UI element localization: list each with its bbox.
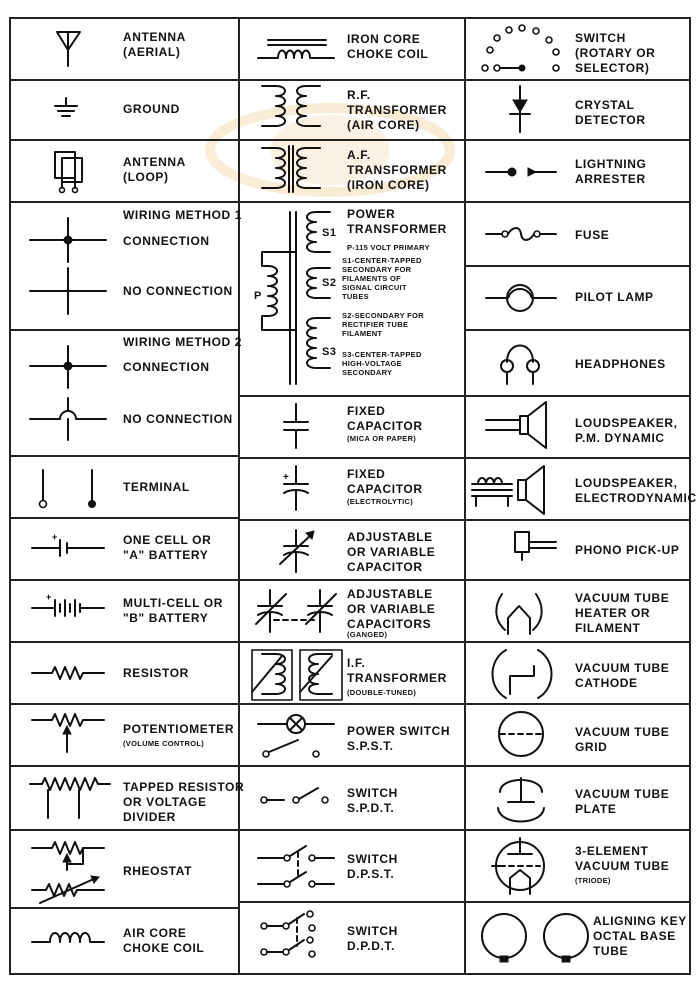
label-adjustable-capacitors: ADJUSTABLE OR VARIABLE CAPACITORS	[347, 587, 436, 631]
ground-symbol	[55, 98, 77, 116]
note-if-transformer: (DOUBLE-TUNED)	[347, 688, 417, 697]
wiring2-no-connection-symbol	[30, 398, 106, 440]
note-adjustable-capacitors: (GANGED)	[347, 630, 388, 639]
label-wiring1-no-connection: NO CONNECTION	[123, 284, 233, 298]
antenna-aerial-symbol	[57, 32, 80, 66]
switch-rotary-symbol	[482, 25, 559, 71]
label-resistor: RESISTOR	[123, 666, 189, 680]
label-tapped-resistor: TAPPED RESISTOR OR VOLTAGE DIVIDER	[123, 780, 245, 824]
note-pt-s1: S1-CENTER-TAPPED SECONDARY FOR FILAMENTS OF SIGNAL CIRCUIT TUBES	[342, 256, 422, 301]
label-loudspeaker-electro: LOUDSPEAKER, ELECTRODYNAMIC	[575, 476, 697, 505]
note-pt-s2: S2-SECONDARY FOR RECTIFIER TUBE FILAMENT	[342, 311, 424, 338]
label-wiring2-connection: CONNECTION	[123, 360, 210, 374]
label-octal-tube: ALIGNING KEY OCTAL BASE TUBE	[593, 914, 687, 958]
label-headphones: HEADPHONES	[575, 357, 666, 371]
note-pt-s3: S3-CENTER-TAPPED HIGH-VOLTAGE SECONDARY	[342, 350, 422, 377]
note-triode: (TRIODE)	[575, 876, 611, 885]
label-rheostat: RHEOSTAT	[123, 864, 193, 878]
vt-plate-symbol	[498, 778, 544, 822]
phono-pickup-symbol	[515, 532, 556, 560]
label-adjustable-capacitor: ADJUSTABLE OR VARIABLE CAPACITOR	[347, 530, 436, 574]
note-fixed-capacitor-mica: (MICA OR PAPER)	[347, 434, 417, 443]
triode-symbol	[492, 838, 544, 894]
label-potentiometer: POTENTIOMETER	[123, 722, 235, 736]
adjustable-capacitor-symbol	[280, 530, 314, 572]
pilot-lamp-symbol	[486, 285, 556, 311]
label-vt-grid: VACUUM TUBE GRID	[575, 725, 670, 754]
note-fixed-capacitor-electrolytic: (ELECTROLYTIC)	[347, 497, 414, 506]
label-loudspeaker-pm: LOUDSPEAKER, P.M. DYNAMIC	[575, 416, 678, 445]
label-switch-spdt: SWITCH S.P.D.T.	[347, 786, 398, 815]
svg-text:+: +	[283, 472, 289, 483]
label-lightning-arrester: LIGHTNING ARRESTER	[575, 157, 647, 186]
label-vt-heater: VACUUM TUBE HEATER OR FILAMENT	[575, 591, 670, 635]
power-switch-spst-symbol	[258, 715, 334, 757]
label-crystal-detector: CRYSTAL DETECTOR	[575, 98, 646, 127]
label-triode: 3-ELEMENT VACUUM TUBE	[575, 844, 670, 873]
air-core-choke-symbol	[32, 933, 104, 942]
rheostat-symbol-2	[32, 876, 104, 903]
label-switch-dpdt: SWITCH D.P.D.T.	[347, 924, 398, 953]
label-power-transformer: POWER TRANSFORMER	[347, 207, 447, 236]
wiring1-no-connection-symbol	[30, 268, 106, 314]
label-af-transformer: A.F. TRANSFORMER (IRON CORE)	[347, 148, 447, 192]
adjustable-capacitors-ganged-symbol	[256, 590, 336, 632]
label-wiring1-title: WIRING METHOD 1	[123, 208, 242, 222]
svg-text:+: +	[52, 532, 58, 542]
wiring1-connection-symbol	[30, 218, 106, 262]
vt-cathode-symbol	[493, 650, 552, 698]
switch-dpst-symbol	[258, 846, 334, 887]
crystal-detector-symbol	[510, 86, 530, 132]
label-pt-s3: S3	[322, 346, 337, 358]
switch-dpdt-symbol	[261, 911, 315, 957]
lightning-arrester-symbol	[486, 168, 556, 176]
svg-text:+: +	[46, 592, 52, 602]
label-pt-p: P	[254, 290, 262, 302]
headphones-symbol	[501, 346, 539, 385]
label-iron-core-choke: IRON CORE CHOKE COIL	[347, 32, 429, 61]
label-if-transformer: I.F. TRANSFORMER	[347, 656, 447, 685]
label-pt-s2: S2	[322, 277, 337, 289]
label-vt-plate: VACUUM TUBE PLATE	[575, 787, 670, 816]
label-multi-cell-battery: MULTI-CELL OR "B" BATTERY	[123, 596, 224, 625]
label-wiring1-connection: CONNECTION	[123, 234, 210, 248]
rheostat-symbol-1	[32, 842, 104, 870]
label-fixed-capacitor-mica: FIXED CAPACITOR	[347, 404, 423, 433]
label-vt-cathode: VACUUM TUBE CATHODE	[575, 661, 670, 690]
label-fuse: FUSE	[575, 228, 610, 242]
terminal-symbol	[40, 470, 96, 508]
label-terminal: TERMINAL	[123, 480, 190, 494]
resistor-symbol	[32, 667, 104, 679]
label-one-cell-battery: ONE CELL OR "A" BATTERY	[123, 533, 212, 562]
multi-cell-battery-symbol	[32, 592, 104, 616]
label-antenna-loop: ANTENNA (LOOP)	[123, 155, 186, 184]
vt-grid-symbol	[499, 712, 544, 756]
potentiometer-symbol	[32, 714, 104, 752]
loudspeaker-electrodynamic-symbol	[472, 466, 544, 514]
power-transformer-symbol	[262, 212, 330, 384]
label-power-switch: POWER SWITCH S.P.S.T.	[347, 724, 451, 753]
fixed-capacitor-mica-symbol	[284, 404, 308, 448]
label-air-core-choke: AIR CORE CHOKE COIL	[123, 926, 205, 955]
label-phono-pickup: PHONO PICK-UP	[575, 543, 680, 557]
vt-heater-symbol	[496, 594, 541, 634]
note-pt-primary: P-115 VOLT PRIMARY	[347, 243, 430, 252]
label-wiring2-title: WIRING METHOD 2	[123, 335, 242, 349]
if-transformer-symbol	[252, 650, 342, 700]
switch-spdt-symbol	[261, 783, 328, 803]
octal-tube-symbol	[482, 914, 588, 962]
label-antenna-aerial: ANTENNA (AERIAL)	[123, 30, 186, 59]
label-fixed-capacitor-electrolytic: FIXED CAPACITOR	[347, 467, 423, 496]
wiring2-connection-symbol	[30, 346, 106, 388]
label-rf-transformer: R.F. TRANSFORMER (AIR CORE)	[347, 88, 447, 132]
fixed-capacitor-electrolytic-symbol	[283, 466, 308, 510]
label-switch-rotary: SWITCH (ROTARY OR SELECTOR)	[575, 31, 656, 75]
note-potentiometer: (VOLUME CONTROL)	[123, 739, 205, 748]
antenna-loop-symbol	[55, 152, 82, 193]
tapped-resistor-symbol	[30, 778, 110, 818]
fuse-symbol	[486, 228, 556, 240]
iron-core-choke-symbol	[258, 40, 334, 58]
label-pilot-lamp: PILOT LAMP	[575, 290, 654, 304]
one-cell-battery-symbol	[32, 532, 104, 556]
label-pt-s1: S1	[322, 227, 337, 239]
loudspeaker-pm-symbol	[486, 402, 546, 448]
label-switch-dpst: SWITCH D.P.S.T.	[347, 852, 398, 881]
label-ground: GROUND	[123, 102, 180, 116]
label-wiring2-no-connection: NO CONNECTION	[123, 412, 233, 426]
